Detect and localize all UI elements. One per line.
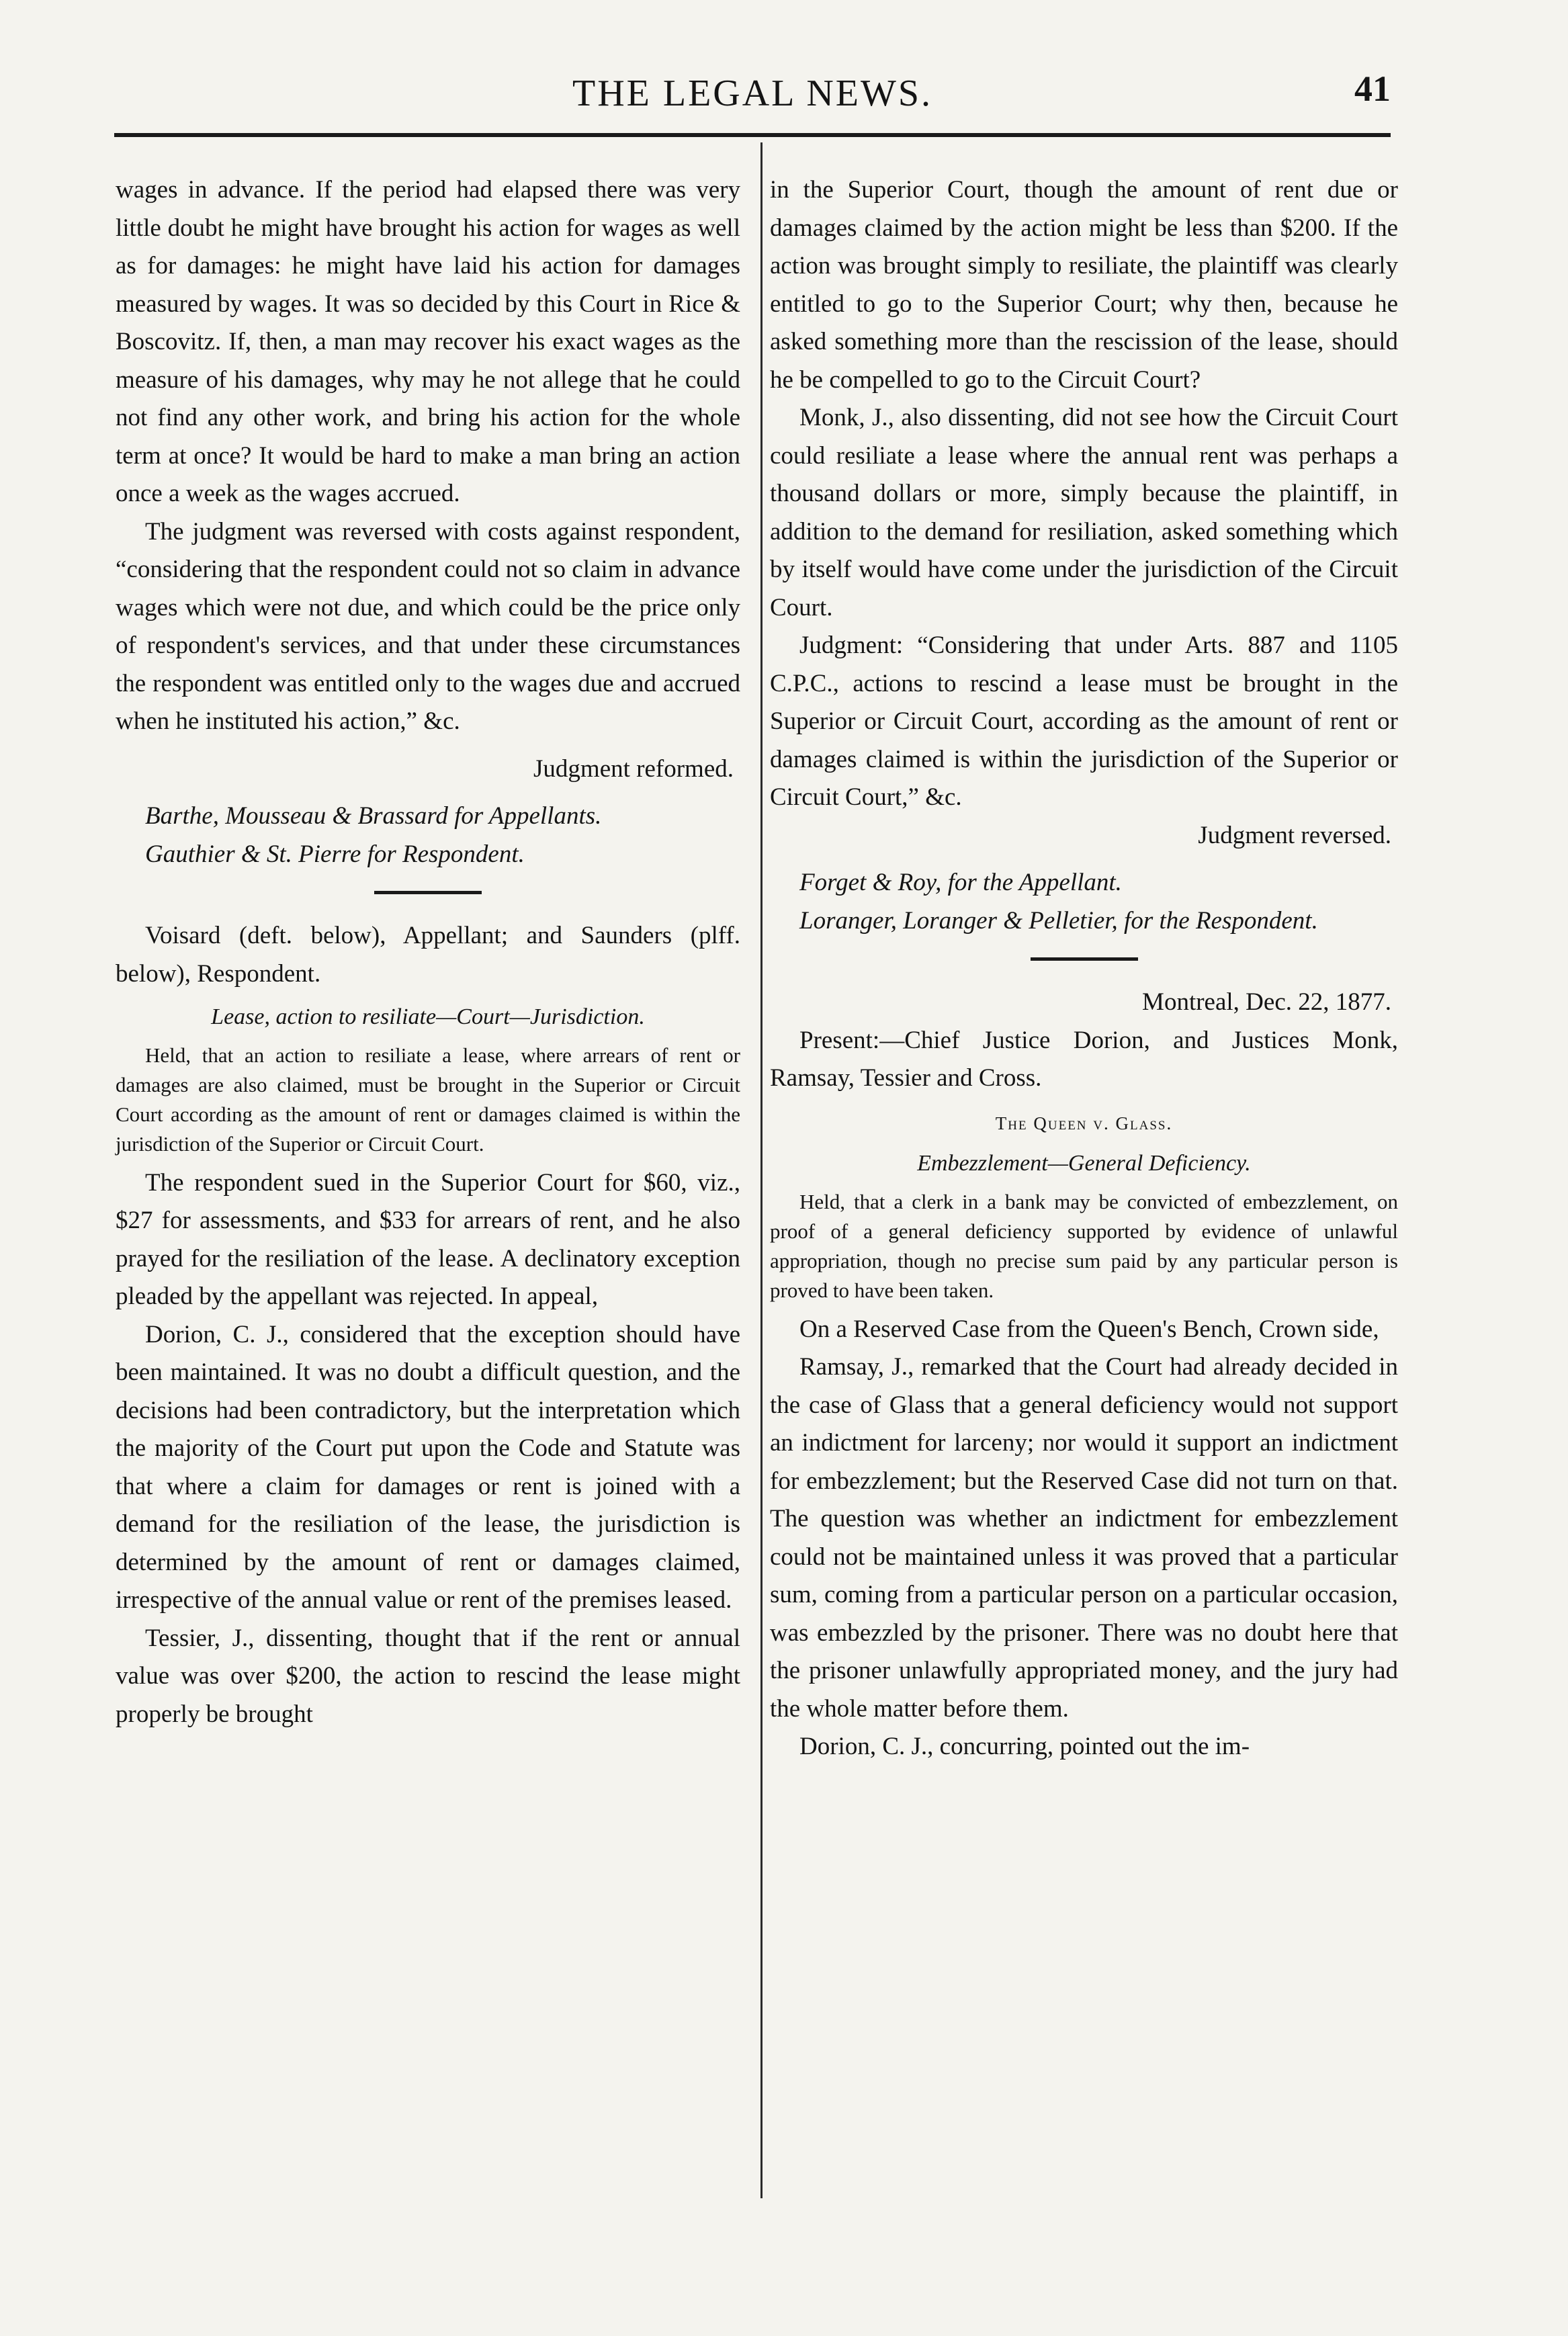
counsel-line: Gauthier & St. Pierre for Respondent. [145, 840, 525, 868]
paragraph: Judgment: “Considering that under Arts. 887 and 1105 C.P.C., actions to rescind a lease must be brought in the Superior or Circuit Court, according as the amount of rent or damages claimed is within the jurisdiction of the Superior or Circuit Court,” &c. [770, 632, 1398, 811]
case-title: Voisard (deft. below), Appellant; and Saunders (plff. below), Respondent. [116, 922, 740, 988]
paragraph: wages in advance. If the period had elapsed there was very little doubt he might have brought his action for wages as well as for damages: he might have laid his action for damages measured by wages. It was so decided by this Court in Rice & Boscovitz. If, then, a man may recover his exact wages as the measure of his damages, why may he not allege that he could not find any other work, and bring his action for the whole term at once? It would be hard to make a man bring an action once a week as the wages accrued. [116, 176, 740, 507]
section-rule [374, 891, 482, 894]
page-header [107, 64, 1397, 124]
dateline: Montreal, Dec. 22, 1877. [1142, 988, 1391, 1016]
case-title: The Queen v. Glass. [995, 1113, 1173, 1133]
present-line: Present:—Chief Justice Dorion, and Justices Monk, Ramsay, Tessier and Cross. [770, 1026, 1398, 1092]
paragraph: Tessier, J., dissenting, thought that if the rent or annual value was over $200, the action to rescind the lease might properly be brought [116, 1624, 740, 1728]
paragraph: Dorion, C. J., concurring, pointed out the im- [799, 1733, 1250, 1760]
header-rule [114, 133, 1391, 137]
counsel-line: Barthe, Mousseau & Brassard for Appellants. [145, 802, 602, 830]
judgment-line: Judgment reversed. [1198, 821, 1391, 849]
held-summary: Held, that an action to resiliate a lease, where arrears of rent or damages are also claimed, must be brought in the Superior or Circuit Court according as the amount of rent or damages claimed is within the jurisdiction of the Superior or Circuit Court. [116, 1043, 740, 1156]
paragraph: Monk, J., also dissenting, did not see how the Circuit Court could resiliate a lease where the annual rent was perhaps a thousand dollars or more, simply because the plaintiff, in addition to the demand for resiliation, asked something which by itself would have come under the jurisdiction of the Circuit Court. [770, 404, 1398, 621]
left-column [116, 171, 740, 1733]
paragraph: in the Superior Court, though the amount of rent due or damages claimed by the action might be less than $200. If the action was brought simply to resiliate, the plaintiff was clearly entitled to go to the Superior Court; why then, because he asked something more than the rescission of the lease, should he be compelled to go to the Circuit Court? [770, 176, 1398, 394]
paragraph: The judgment was reversed with costs against respondent, “considering that the respondent could not so claim in advance wages which were not due, and which could be the price only of respondent's services, and that under these circumstances the respondent was entitled only to the wages due and accrued when he instituted his action,” &c. [116, 517, 740, 735]
case-subject: Embezzlement—General Deficiency. [917, 1151, 1251, 1176]
paragraph: The respondent sued in the Superior Court for $60, viz., $27 for assessments, and $33 for arrears of rent, and he also prayed for the resiliation of the lease. A declinatory exception pleaded by the appellant was rejected. In appeal, [116, 1168, 740, 1310]
section-rule [1031, 957, 1138, 961]
judgment-line: Judgment reformed. [533, 754, 734, 783]
paragraph: On a Reserved Case from the Queen's Bench, Crown side, [799, 1315, 1379, 1343]
right-column [770, 171, 1398, 1766]
paragraph: Dorion, C. J., considered that the exception should have been maintained. It was no doubt a difficult question, and the decisions had been contradictory, but the interpretation which the majority of the Court put upon the Code and Statute was that where a claim for damages or rent is joined with a demand for the resiliation of the lease, the jurisdiction is determined by the amount of rent or damages claimed, irrespective of the annual value or rent of the premises leased. [116, 1320, 740, 1614]
case-subject: Lease, action to resiliate—Court—Jurisdiction. [211, 1004, 645, 1029]
held-summary: Held, that a clerk in a bank may be convicted of embezzlement, on proof of a general deficiency supported by evidence of unlawful appropriation, though no precise sum paid by any particular person is proved to have been taken. [770, 1189, 1398, 1302]
column-divider [760, 142, 763, 2198]
counsel-line: Forget & Roy, for the Appellant. [799, 869, 1122, 896]
paragraph: Ramsay, J., remarked that the Court had already decided in the case of Glass that a general deficiency would not support an indictment for larceny; nor would it support an indictment for embezzlement; but the Reserved Case did not turn on that. The question was whether an indictment for embezzlement could not be maintained unless it was proved that a particular sum, coming from a particular person on a particular occasion, was embezzled by the prisoner. There was no doubt here that the prisoner unlawfully appropriated money, and the jury had the whole matter before them. [770, 1353, 1398, 1723]
page-number: 41 [1354, 69, 1391, 109]
page-title: THE LEGAL NEWS. [572, 73, 932, 114]
counsel-line: Loranger, Loranger & Pelletier, for the Respondent. [799, 906, 1318, 935]
